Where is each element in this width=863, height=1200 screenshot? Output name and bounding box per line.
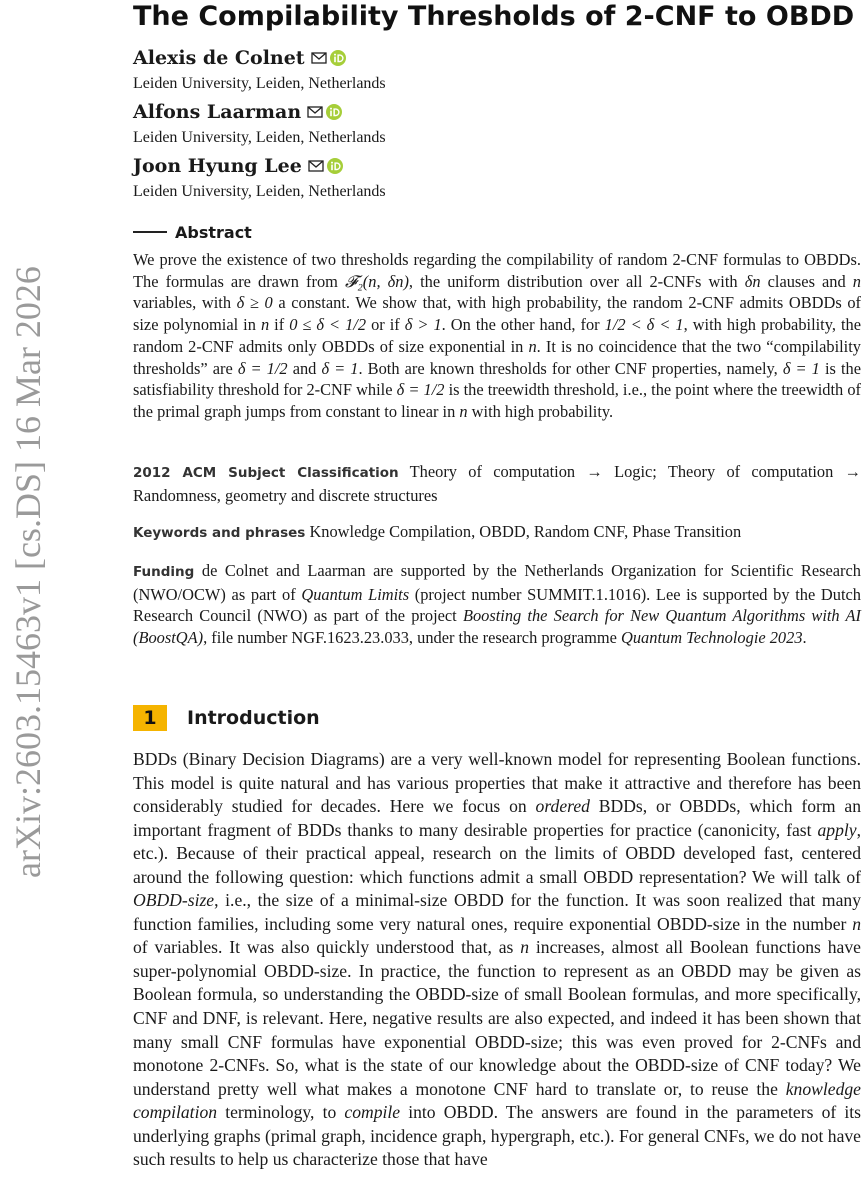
- acm-classification: 2012 ACM Subject Classification Theory of computation → Logic; Theory of computation → Randomness, geometry and discrete structures: [133, 462, 861, 505]
- acm-label: 2012 ACM Subject Classification: [133, 465, 399, 481]
- orcid-icon[interactable]: [330, 50, 346, 66]
- orcid-icon[interactable]: [326, 104, 342, 120]
- keywords: Keywords and phrases Knowledge Compilation, OBDD, Random CNF, Phase Transition: [133, 522, 742, 541]
- author-affiliation: Leiden University, Leiden, Netherlands: [133, 129, 386, 146]
- abstract-heading: [133, 220, 252, 244]
- section-title: Introduction: [187, 707, 320, 729]
- introduction-text: BDDs (Binary Decision Diagrams) are a very well-known model for representing Boolean functions. This model is quite natural and has various properties that make it attractive and therefore has been considerably studied for decades. Here we focus on ordered BDDs, or OBDDs, which form an important fragment of BDDs thanks to many desirable properties for practice (canonicity, fast apply, etc.). Because of their practical appeal, research on the limits of OBDD developed fast, centered around the following question: which functions admit a small OBDD representation? We will talk of OBDD-size, i.e., the size of a minimal-size OBDD for the function. It was soon realized that many function families, including some very natural ones, require exponential OBDD-size in the number n of variables. It was also quickly understood that, as n increases, almost all Boolean functions have super-polynomial OBDD-size. In practice, the function to represent as an OBDD may be given as Boolean formula, so understanding the OBDD-size of small Boolean formulas, and more specifically, CNF and DNF, is relevant. Here, negative results are also expected, and indeed it has been shown that many small CNF formulas have exponential OBDD-size; this was even proved for 2-CNFs and monotone 2-CNFs. So, what is the state of our knowledge about the OBDD-size of CNF today? We understand pretty well what makes a monotone CNF hard to translate or, to reuse the knowledge compilation terminology, to compile into OBDD. The answers are found in the parameters of its underlying graphs (primal graph, incidence graph, hypergraph, etc.). For general CNFs, we do not have such results to help us characterize those that have: [133, 749, 861, 1170]
- author-name-text: Alexis de Colnet: [133, 47, 305, 69]
- abstract-rule: [133, 231, 167, 232]
- author-block-2: [133, 100, 833, 148]
- funding-label: Funding: [133, 564, 195, 580]
- orcid-icon[interactable]: [327, 158, 343, 174]
- keywords-label: Keywords and phrases: [133, 525, 306, 541]
- arxiv-identifier: arXiv:2603.15463v1 [cs.DS] 16 Mar 2026: [8, 266, 48, 878]
- mail-icon[interactable]: [307, 106, 323, 118]
- author-name-text: Joon Hyung Lee: [133, 155, 302, 177]
- author-name: [133, 46, 833, 70]
- section-number: 1: [133, 705, 167, 731]
- author-name: [133, 154, 833, 178]
- abstract-title: Abstract: [175, 222, 252, 242]
- author-affiliation: Leiden University, Leiden, Netherlands: [133, 183, 386, 200]
- author-name: [133, 100, 833, 124]
- author-affiliation: Leiden University, Leiden, Netherlands: [133, 75, 386, 92]
- paper-title: The Compilability Thresholds of 2-CNF to OBDD: [133, 1, 855, 32]
- author-block-1: [133, 46, 833, 94]
- author-block-3: [133, 154, 833, 202]
- section-heading-introduction: [133, 705, 320, 731]
- author-name-text: Alfons Laarman: [133, 101, 302, 123]
- abstract-text: We prove the existence of two thresholds regarding the compilability of random 2-CNF formulas to OBDDs. The formulas are drawn from 𝓕₂(n, δn), the uniform distribution over all 2-CNFs with δn clauses and n variables, with δ ≥ 0 a constant. We show that, with high probability, the random 2-CNF admits OBDDs of size polynomial in n if 0 ≤ δ < 1/2 or if δ > 1. On the other hand, for 1/2 < δ < 1, with high probability, the random 2-CNF admits only OBDDs of size exponential in n. It is no coincidence that the two “compilability thresholds” are δ = 1/2 and δ = 1. Both are known thresholds for other CNF properties, namely, δ = 1 is the satisfiability threshold for 2-CNF while δ = 1/2 is the treewidth threshold, i.e., the point where the treewidth of the primal graph jumps from constant to linear in n with high probability.: [133, 250, 862, 421]
- mail-icon[interactable]: [311, 52, 327, 64]
- mail-icon[interactable]: [308, 160, 324, 172]
- funding: Funding de Colnet and Laarman are supported by the Netherlands Organization for Scientific Research (NWO/OCW) as part of Quantum Limits (project number SUMMIT.1.1016). Lee is supported by the Dutch Research Council (NWO) as part of the project Boosting the Search for New Quantum Algorithms with AI (BoostQA), file number NGF.1623.23.033, under the research programme Quantum Technologie 2023.: [133, 561, 861, 648]
